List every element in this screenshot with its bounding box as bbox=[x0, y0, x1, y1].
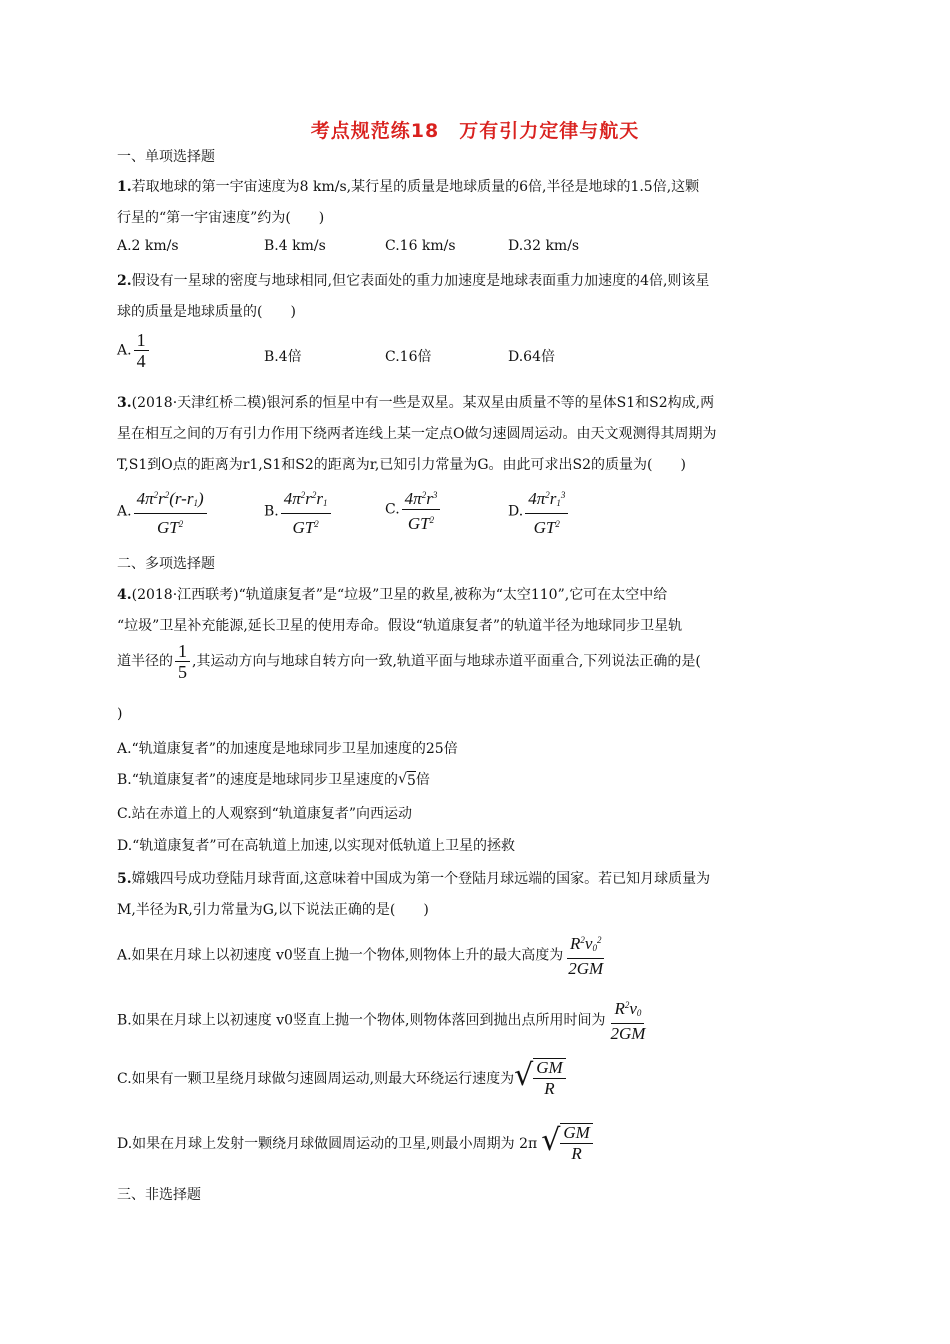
q1-number: 1. bbox=[117, 179, 132, 195]
q1-option-a: A.2 km/s bbox=[117, 238, 179, 254]
q4-option-c: C.站在赤道上的人观察到“轨道康复者”向西运动 bbox=[117, 806, 412, 822]
q4-number: 4. bbox=[117, 587, 132, 603]
q4-text1: (2018·江西联考)“轨道康复者”是“垃圾”卫星的救星,被称为“太空110”,它可在太空中给 bbox=[131, 587, 668, 603]
q3-text1: (2018·天津红桥二模)银河系的恒星中有一些是双星。某双星由质量不等的星体S1和S2构成,两 bbox=[131, 395, 715, 411]
q5-option-a: A.如果在月球上以初速度 v0竖直上抛一个物体,则物体上升的最大高度为 $\frac{R^2v_0^2}{2GM}$ bbox=[117, 931, 608, 978]
q3-option-a-formula: $\frac{4\pi^2r^2(r-r_1)}{GT^2}$ bbox=[134, 486, 207, 537]
q1-line1 bbox=[117, 176, 699, 196]
q1-text1: 若取地球的第一宇宙速度为8 km/s,某行星的质量是地球质量的6倍,半径是地球的1.5倍,这颗 bbox=[131, 179, 700, 195]
q2-option-a: A. $\frac{1}{4}$ bbox=[117, 331, 151, 370]
section-heading-3: 三、非选择题 bbox=[117, 1187, 201, 1203]
q2-line1 bbox=[117, 270, 709, 290]
q3-line2: 星在相互之间的万有引力作用下绕两者连线上某一定点O做匀速圆周运动。由天文观测得其周期为 bbox=[117, 426, 717, 442]
q4-option-a: A.“轨道康复者”的加速度是地球同步卫星加速度的25倍 bbox=[117, 741, 458, 757]
q2-option-c: C.16倍 bbox=[385, 349, 432, 365]
q2-line2: 球的质量是地球质量的( ) bbox=[117, 304, 296, 320]
q5-option-d: D.如果在月球上发射一颗绕月球做圆周运动的卫星,则最小周期为 2π √ $\frac{GM}{R}$ bbox=[117, 1123, 593, 1163]
q3-option-b-formula: $\frac{4\pi^2r^2r_1}{GT^2}$ bbox=[281, 486, 331, 537]
q2-text1: 假设有一星球的密度与地球相同,但它表面处的重力加速度是地球表面重力加速度的4倍,则该星 bbox=[131, 273, 710, 289]
q5-option-c: C.如果有一颗卫星绕月球做匀速圆周运动,则最大环绕运行速度为 √ $\frac{GM}{R}$ bbox=[117, 1058, 566, 1098]
q3-number: 3. bbox=[117, 395, 132, 411]
q4-line1 bbox=[117, 584, 667, 604]
q1-line2: 行星的“第一宇宙速度”约为( ) bbox=[117, 210, 325, 226]
q5-option-b-formula: $\frac{R^2v_0}{2GM}$ bbox=[607, 996, 648, 1043]
q4-line3: 道半径的 $\frac{1}{5}$ ,其运动方向与地球自转方向一致,轨道平面与地球赤道平面重合,下列说法正确的是( bbox=[117, 641, 701, 682]
q4-line4: ) bbox=[117, 706, 123, 722]
q5-option-c-sqrt: √ $\frac{GM}{R}$ bbox=[514, 1058, 566, 1098]
q4-line2: “垃圾”卫星补充能源,延长卫星的使用寿命。假设“轨道康复者”的轨道半径为地球同步卫星轨 bbox=[117, 618, 683, 634]
q3-line3: T,S1到O点的距离为r1,S1和S2的距离为r,已知引力常量为G。由此可求出S2的质量为( ) bbox=[117, 457, 686, 473]
q4-option-d: D.“轨道康复者”可在高轨道上加速,以实现对低轨道上卫星的拯救 bbox=[117, 838, 515, 854]
q5-text1: 嫦娥四号成功登陆月球背面,这意味着中国成为第一个登陆月球远端的国家。若已知月球质量为 bbox=[131, 871, 711, 887]
q4-option-b: B.“轨道康复者”的速度是地球同步卫星速度的 √ 5 倍 bbox=[117, 771, 430, 789]
q2-option-a-fraction: $\frac{1}{4}$ bbox=[134, 331, 149, 370]
q3-option-d: D. $\frac{4\pi^2r_1^3}{GT^2}$ bbox=[508, 486, 570, 537]
q5-number: 5. bbox=[117, 871, 132, 887]
q3-option-a: A. $\frac{4\pi^2r^2(r-r_1)}{GT^2}$ bbox=[117, 486, 209, 537]
q3-option-d-formula: $\frac{4\pi^2r_1^3}{GT^2}$ bbox=[525, 486, 568, 537]
q2-option-b: B.4倍 bbox=[264, 349, 302, 365]
section-heading-2: 二、多项选择题 bbox=[117, 556, 215, 572]
q4-sqrt: √ 5 bbox=[398, 771, 416, 789]
q1-option-c: C.16 km/s bbox=[385, 238, 456, 254]
q5-line2: M,半径为R,引力常量为G,以下说法正确的是( ) bbox=[117, 902, 429, 918]
q2-option-d: D.64倍 bbox=[508, 349, 555, 365]
q2-number: 2. bbox=[117, 273, 132, 289]
q5-option-b: B.如果在月球上以初速度 v0竖直上抛一个物体,则物体落回到抛出点所用时间为 $\frac{R^2v_0}{2GM}$ bbox=[117, 996, 650, 1043]
q4-fraction: $\frac{1}{5}$ bbox=[175, 642, 190, 681]
q3-option-b: B. $\frac{4\pi^2r^2r_1}{GT^2}$ bbox=[264, 486, 333, 537]
q3-option-c-formula: $\frac{4\pi^2r^3}{GT^2}$ bbox=[402, 486, 441, 533]
page-title: 考点规范练18 万有引力定律与航天 bbox=[310, 120, 640, 142]
q5-line1 bbox=[117, 868, 710, 888]
section-heading-1: 一、单项选择题 bbox=[117, 149, 215, 165]
q5-option-a-formula: $\frac{R^2v_0^2}{2GM}$ bbox=[565, 931, 606, 978]
q5-option-d-sqrt: √ $\frac{GM}{R}$ bbox=[541, 1123, 593, 1163]
q1-option-b: B.4 km/s bbox=[264, 238, 326, 254]
q1-option-d: D.32 km/s bbox=[508, 238, 580, 254]
q3-line1 bbox=[117, 392, 714, 412]
q3-option-c: C. $\frac{4\pi^2r^3}{GT^2}$ bbox=[385, 486, 442, 533]
